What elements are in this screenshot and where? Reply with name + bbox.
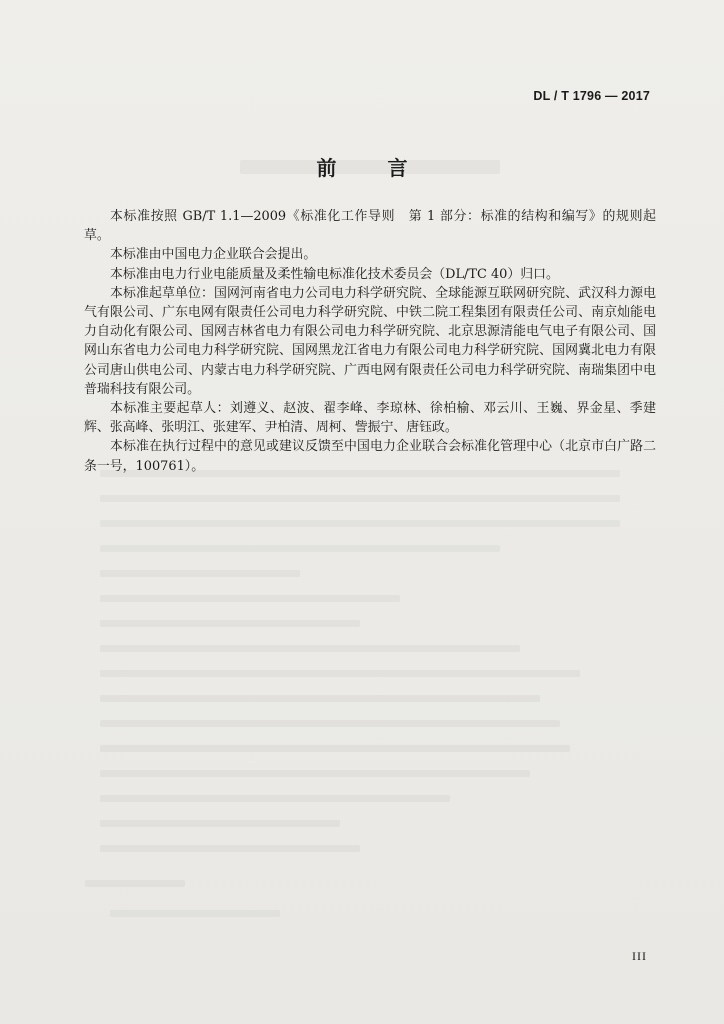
paragraph-drafting-rules: 本标准按照 GB/T 1.1—2009《标准化工作导则 第 1 部分：标准的结构和编写》的规则起草。 — [84, 209, 656, 244]
foreword-body — [84, 207, 656, 476]
show-through-shadow — [100, 570, 300, 577]
standard-code: DL / T 1796 — 2017 — [533, 89, 650, 103]
show-through-shadow — [110, 910, 280, 917]
show-through-shadow — [100, 545, 500, 552]
show-through-shadow — [100, 820, 340, 827]
show-through-shadow — [100, 595, 400, 602]
page-number: III — [632, 949, 647, 963]
show-through-shadow — [100, 670, 580, 677]
paragraph-drafters: 本标准主要起草人：刘遵义、赵波、翟李峰、李琼林、徐柏榆、邓云川、王巍、界金星、季建辉、张高峰、张明江、张建军、尹柏清、周柯、訾振宁、唐钰政。 — [84, 401, 656, 436]
show-through-shadow — [100, 620, 360, 627]
paragraph-feedback: 本标准在执行过程中的意见或建议反馈至中国电力企业联合会标准化管理中心（北京市白广路二条一号，100761）。 — [84, 439, 656, 474]
show-through-shadow — [100, 745, 570, 752]
paragraph-proposer: 本标准由中国电力企业联合会提出。 — [110, 247, 317, 263]
show-through-shadow — [100, 795, 450, 802]
show-through-shadow — [100, 845, 360, 852]
show-through-shadow — [100, 695, 540, 702]
paragraph-committee: 本标准由电力行业电能质量及柔性输电标准化技术委员会（DL/TC 40）归口。 — [110, 266, 559, 282]
show-through-shadow — [100, 495, 620, 502]
show-through-shadow — [100, 520, 620, 527]
show-through-shadow — [85, 880, 185, 887]
page-title: 前 言 — [316, 156, 430, 180]
show-through-shadow — [100, 770, 530, 777]
show-through-shadow — [100, 720, 560, 727]
paragraph-drafting-units: 本标准起草单位：国网河南省电力公司电力科学研究院、全球能源互联网研究院、武汉科力源电气有限公司、广东电网有限责任公司电力科学研究院、中铁二院工程集团有限责任公司、南京灿能电力自动化有限公司、国网吉林省电力有限公司电力科学研究院、北京思源清能电气电子有限公司、国网山东省电力公司电力科学研究院、国网黑龙江省电力有限公司电力科学研究院、国网冀北电力有限公司唐山供电公司、内蒙古电力科学研究院、广西电网有限责任公司电力科学研究院、南瑞集团中电普瑞科技有限公司。 — [84, 285, 656, 397]
show-through-shadow — [100, 645, 520, 652]
